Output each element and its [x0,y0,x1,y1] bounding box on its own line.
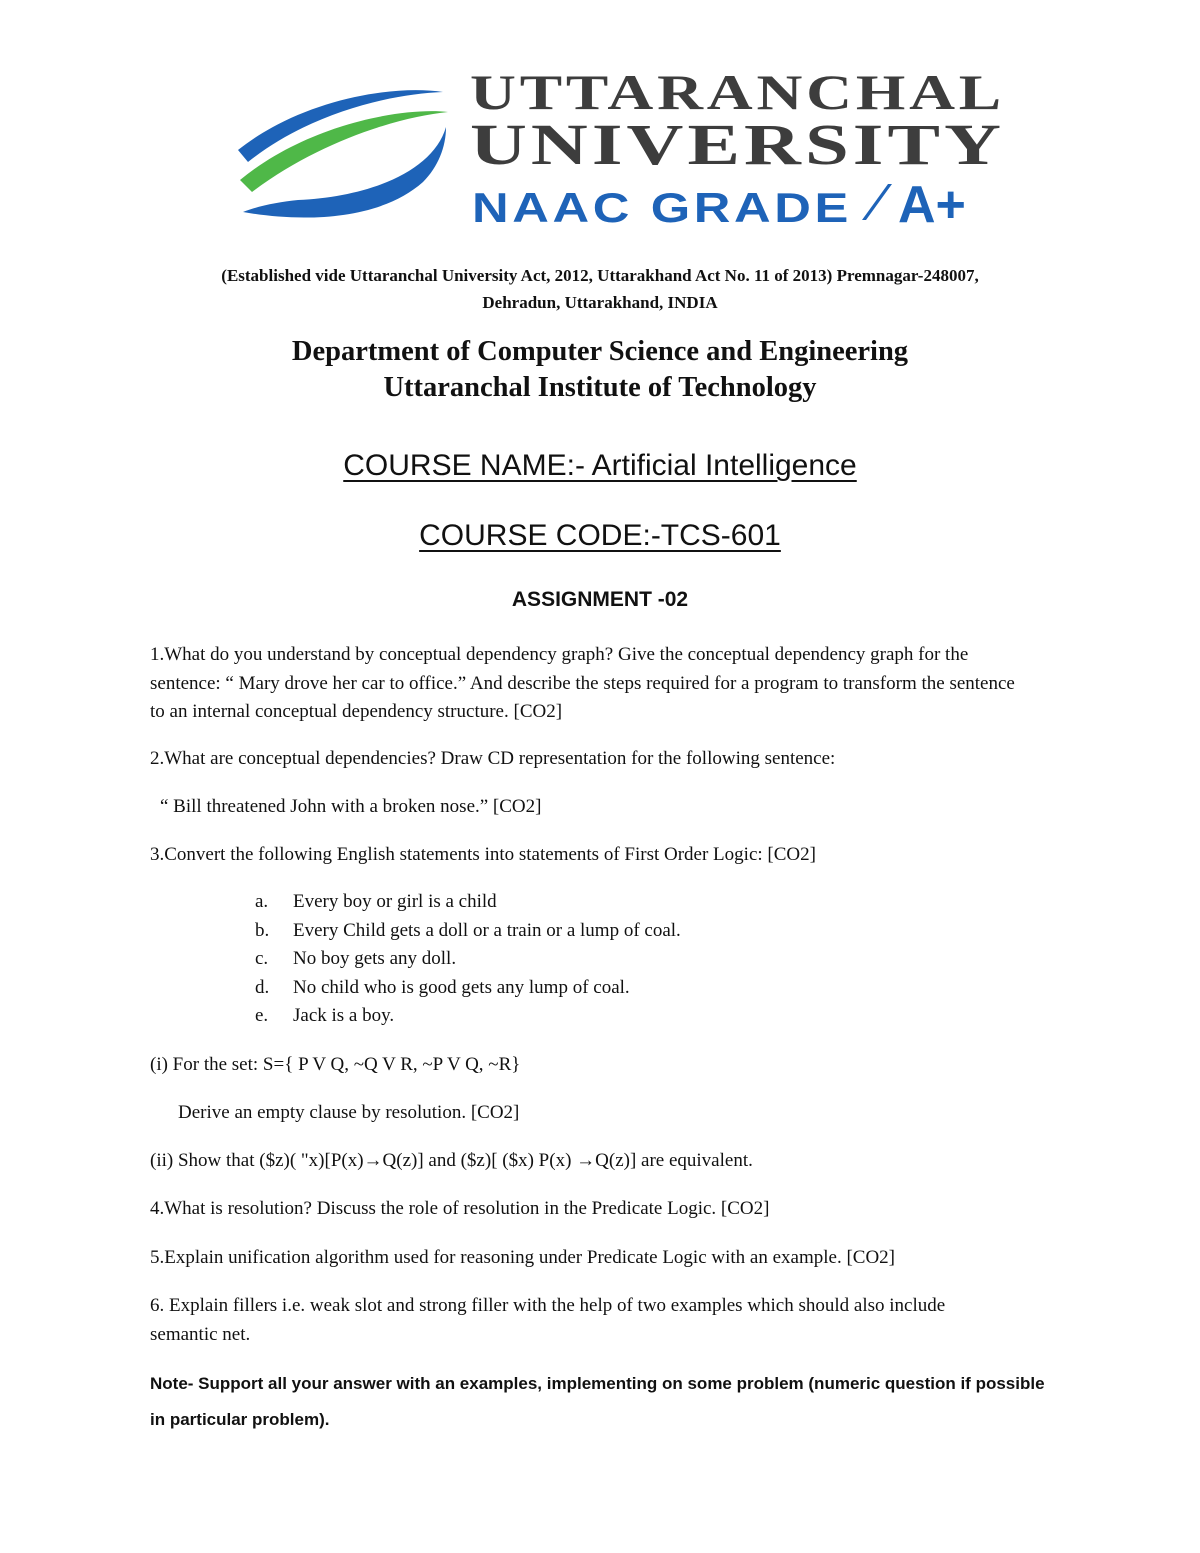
question-3-part-i-task: Derive an empty clause by resolution. [CO2] [178,1102,520,1123]
question-3-list [255,888,681,1031]
list-item-text: Every Child gets a doll or a train or a lump of coal. [293,919,681,941]
logo-line1: UTTARANCHAL [470,64,1005,120]
university-logo [238,62,1008,237]
logo-grade-label: NAAC GRADE [472,184,852,231]
department-name: Department of Computer Science and Engineering [291,336,909,367]
slash-icon [862,184,892,220]
course-code: COURSE CODE:-TCS-601 [419,519,781,552]
question-4: 4.What is resolution? Discuss the role of resolution in the Predicate Logic. [CO2] [150,1198,770,1219]
establishment-line-1: (Established vide Uttaranchal University Act, 2012, Uttarakhand Act No. 11 of 2013) Premnagar-248007, [221,266,979,285]
logo-grade: A+ [898,176,966,234]
list-item-text: Every boy or girl is a child [293,891,497,912]
question-3-part-ii: (ii) Show that ($z)( "x)[P(x)→Q(z)] and ($z)[ ($x) P(x) →Q(z)] are equivalent. [150,1150,753,1171]
list-item-text: Jack is a boy. [293,1005,395,1026]
question-1: 1.What do you understand by conceptual dependency graph? Give the conceptual dependency graph for the sentence: “ Mary drove her car to office.” And describe the steps required for a program to transform the sentence to an internal conceptual dependency structure. [CO2] [150,644,1015,722]
department-heading [100,334,1100,406]
course-name: COURSE NAME:- Artificial Intelligence [343,449,857,482]
list-marker: e. [255,1005,269,1026]
list-item [255,974,681,1003]
list-item [255,1002,681,1031]
list-item [255,945,681,974]
list-item [255,888,681,917]
note-text: Note- Support all your answer with an examples, implementing on some problem (numeric question if possible in particular problem). [150,1374,1045,1429]
list-marker: d. [255,976,270,998]
list-marker: a. [255,891,269,912]
list-item-text: No boy gets any doll. [293,948,457,969]
list-item-text: No child who is good gets any lump of coal. [293,976,630,998]
question-5: 5.Explain unification algorithm used for reasoning under Predicate Logic with an example. [CO2] [150,1247,896,1268]
list-marker: b. [255,919,270,941]
question-2-sentence: “ Bill threatened John with a broken nose.” [CO2] [160,796,542,817]
list-item [255,917,681,946]
establishment-line-2: Dehradun, Uttarakhand, INDIA [482,293,718,312]
institute-name: Uttaranchal Institute of Technology [383,372,817,403]
logo-line2: UNIVERSITY [470,112,1005,177]
question-3-part-i: (i) For the set: S={ P V Q, ~Q V R, ~P V Q, ~R} [150,1054,521,1075]
swoosh-emblem-icon [238,90,448,217]
question-2: 2.What are conceptual dependencies? Draw CD representation for the following sentence: [150,748,836,769]
question-6: 6. Explain fillers i.e. weak slot and strong filler with the help of two examples which should also include semantic net. [150,1295,946,1345]
assignment-title: ASSIGNMENT -02 [511,588,689,611]
list-marker: c. [255,948,269,969]
question-3: 3.Convert the following English statements into statements of First Order Logic: [CO2] [150,844,816,865]
establishment-text [100,262,1100,316]
